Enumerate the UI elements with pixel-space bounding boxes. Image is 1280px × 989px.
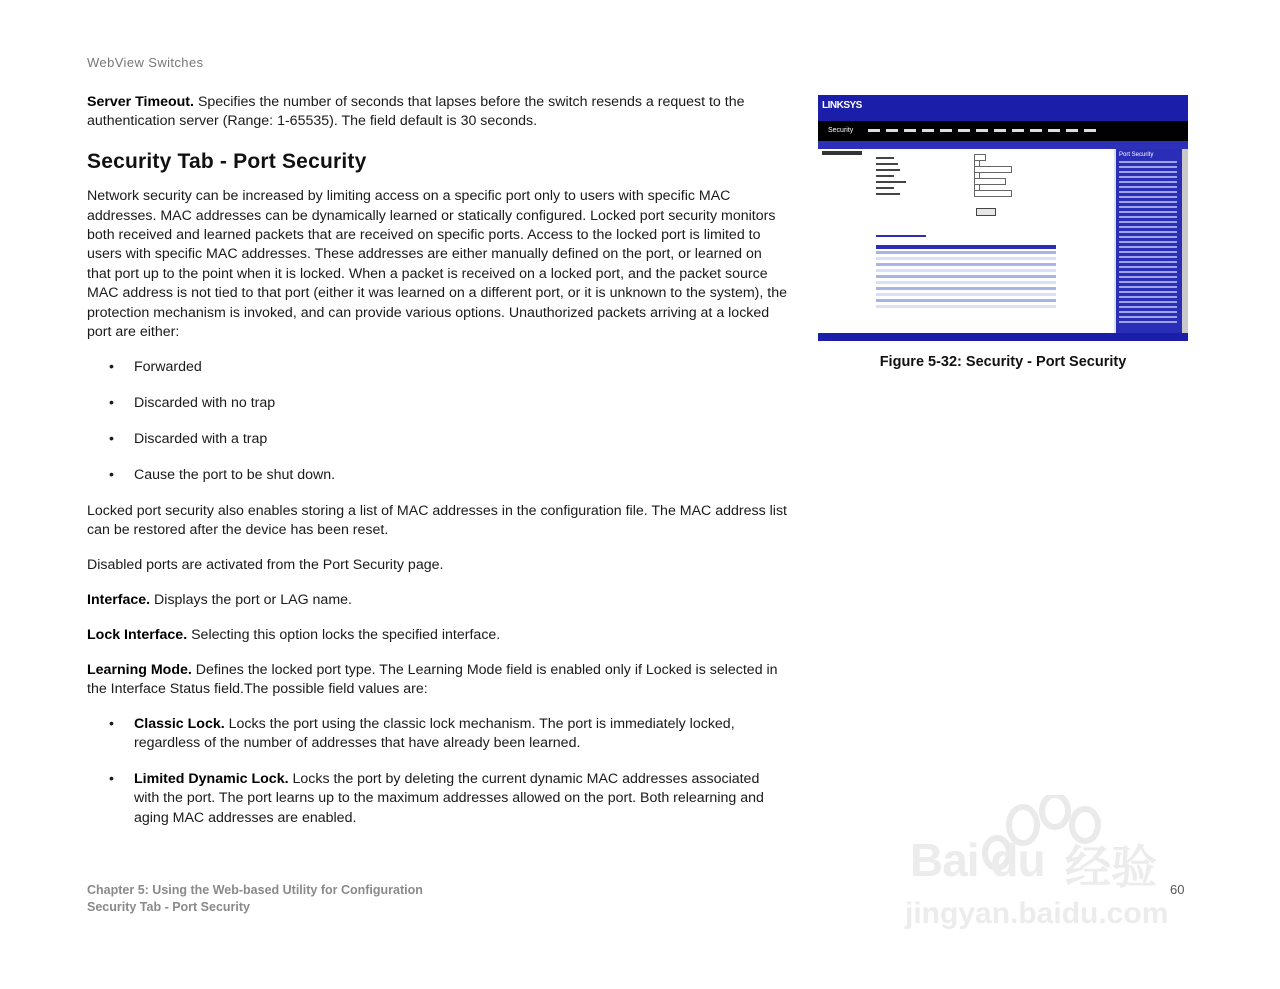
figure-tabs — [868, 129, 1188, 133]
page-footer — [87, 882, 423, 915]
server-timeout-paragraph — [87, 93, 787, 132]
term-description: Displays the port or LAG name. — [154, 591, 352, 608]
term-label: Classic Lock. — [134, 715, 225, 732]
main-text — [87, 93, 787, 844]
term-description: Locks the port using the classic lock mechanism. The port is immediately locked, regardless of the number of addresses that have already been learned. — [134, 715, 735, 752]
interface-definition — [87, 591, 787, 610]
list-item: • Cause the port to be shut down. — [87, 466, 787, 485]
term-label: Lock Interface. — [87, 626, 188, 643]
footer-section: Security Tab - Port Security — [87, 899, 251, 914]
learning-mode-values-list — [87, 715, 787, 828]
figure-content — [870, 149, 1114, 333]
baidu-watermark — [905, 795, 1205, 945]
watermark-chinese: 经验 — [1065, 841, 1157, 893]
figure-nav-label: Security — [828, 127, 854, 134]
figure-help-panel — [1116, 149, 1182, 333]
figure-bottom-bar — [818, 333, 1188, 341]
list-item — [87, 715, 787, 754]
section-title: Security Tab - Port Security — [87, 149, 367, 173]
list-item — [87, 770, 787, 828]
term-label: Limited Dynamic Lock. — [134, 770, 289, 787]
packet-options-list — [87, 358, 787, 485]
document-header: WebView Switches — [87, 55, 204, 70]
term-description: Selecting this option locks the specified interface. — [191, 626, 501, 643]
term-description: Specifies the number of seconds that lapses before the switch resends a request to the authentication server (Range: 1-65535). The field default is 30 seconds. — [87, 94, 745, 130]
page-number: 60 — [1170, 882, 1185, 897]
watermark-brand: Bai du — [910, 834, 1045, 886]
figure-top-bar — [818, 95, 1188, 121]
mac-list-paragraph: Locked port security also enables storing a list of MAC addresses in the configuration file. The MAC address list can be restored after the device has been reset. — [87, 502, 787, 538]
term-description: Defines the locked port type. The Learning Mode field is enabled only if Locked is selected in the Interface Status field.The possible field values are: — [87, 661, 778, 698]
list-item: • Forwarded — [87, 358, 787, 377]
learning-mode-definition — [87, 661, 787, 700]
watermark-url: jingyan.baidu.com — [905, 897, 1169, 930]
term-label: Learning Mode. — [87, 661, 192, 678]
list-item: • Discarded with a trap — [87, 430, 787, 449]
term-label: Server Timeout. — [87, 94, 194, 110]
intro-paragraph: Network security can be increased by limiting access on a specific port only to users with specific MAC addresses. MAC addresses can be dynamically learned or statically configured. Locked port security monitors both received and learned packets that are received on specific ports. Access to the locked port is limited to users with specific MAC addresses. These addresses are either manually defined on the port, or learned on that port up to the point when it is locked. When a packet is received on a locked port, and the packet source MAC address is not tied to that port (either it was learned on a different port, or it is unknown to the system), the protection mechanism is invoked, and can provide various options. Unauthorized packets arriving at a locked port are either: — [87, 188, 788, 341]
figure-left-menu — [818, 149, 870, 341]
figure-subnav — [818, 141, 1188, 149]
term-description: Locks the port by deleting the current dynamic MAC addresses associated with the port. The port learns up to the maximum addresses allowed on the port. Both relearning and aging MAC addresses are enabled. — [134, 770, 764, 826]
figure-scrollbar — [1182, 149, 1188, 333]
footer-chapter: Chapter 5: Using the Web-based Utility for Configuration — [87, 883, 423, 897]
figure-caption: Figure 5-32: Security - Port Security — [879, 354, 1127, 370]
term-label: Interface. — [87, 591, 151, 608]
figure-help-title: Port Security — [1119, 152, 1154, 158]
list-item: • Discarded with no trap — [87, 394, 787, 413]
port-security-screenshot — [818, 95, 1188, 341]
figure-nav-bar — [818, 121, 1188, 141]
lock-interface-definition — [87, 626, 787, 645]
linksys-logo: LINKSYS — [822, 100, 862, 111]
disabled-ports-paragraph: Disabled ports are activated from the Port Security page. — [87, 556, 444, 573]
